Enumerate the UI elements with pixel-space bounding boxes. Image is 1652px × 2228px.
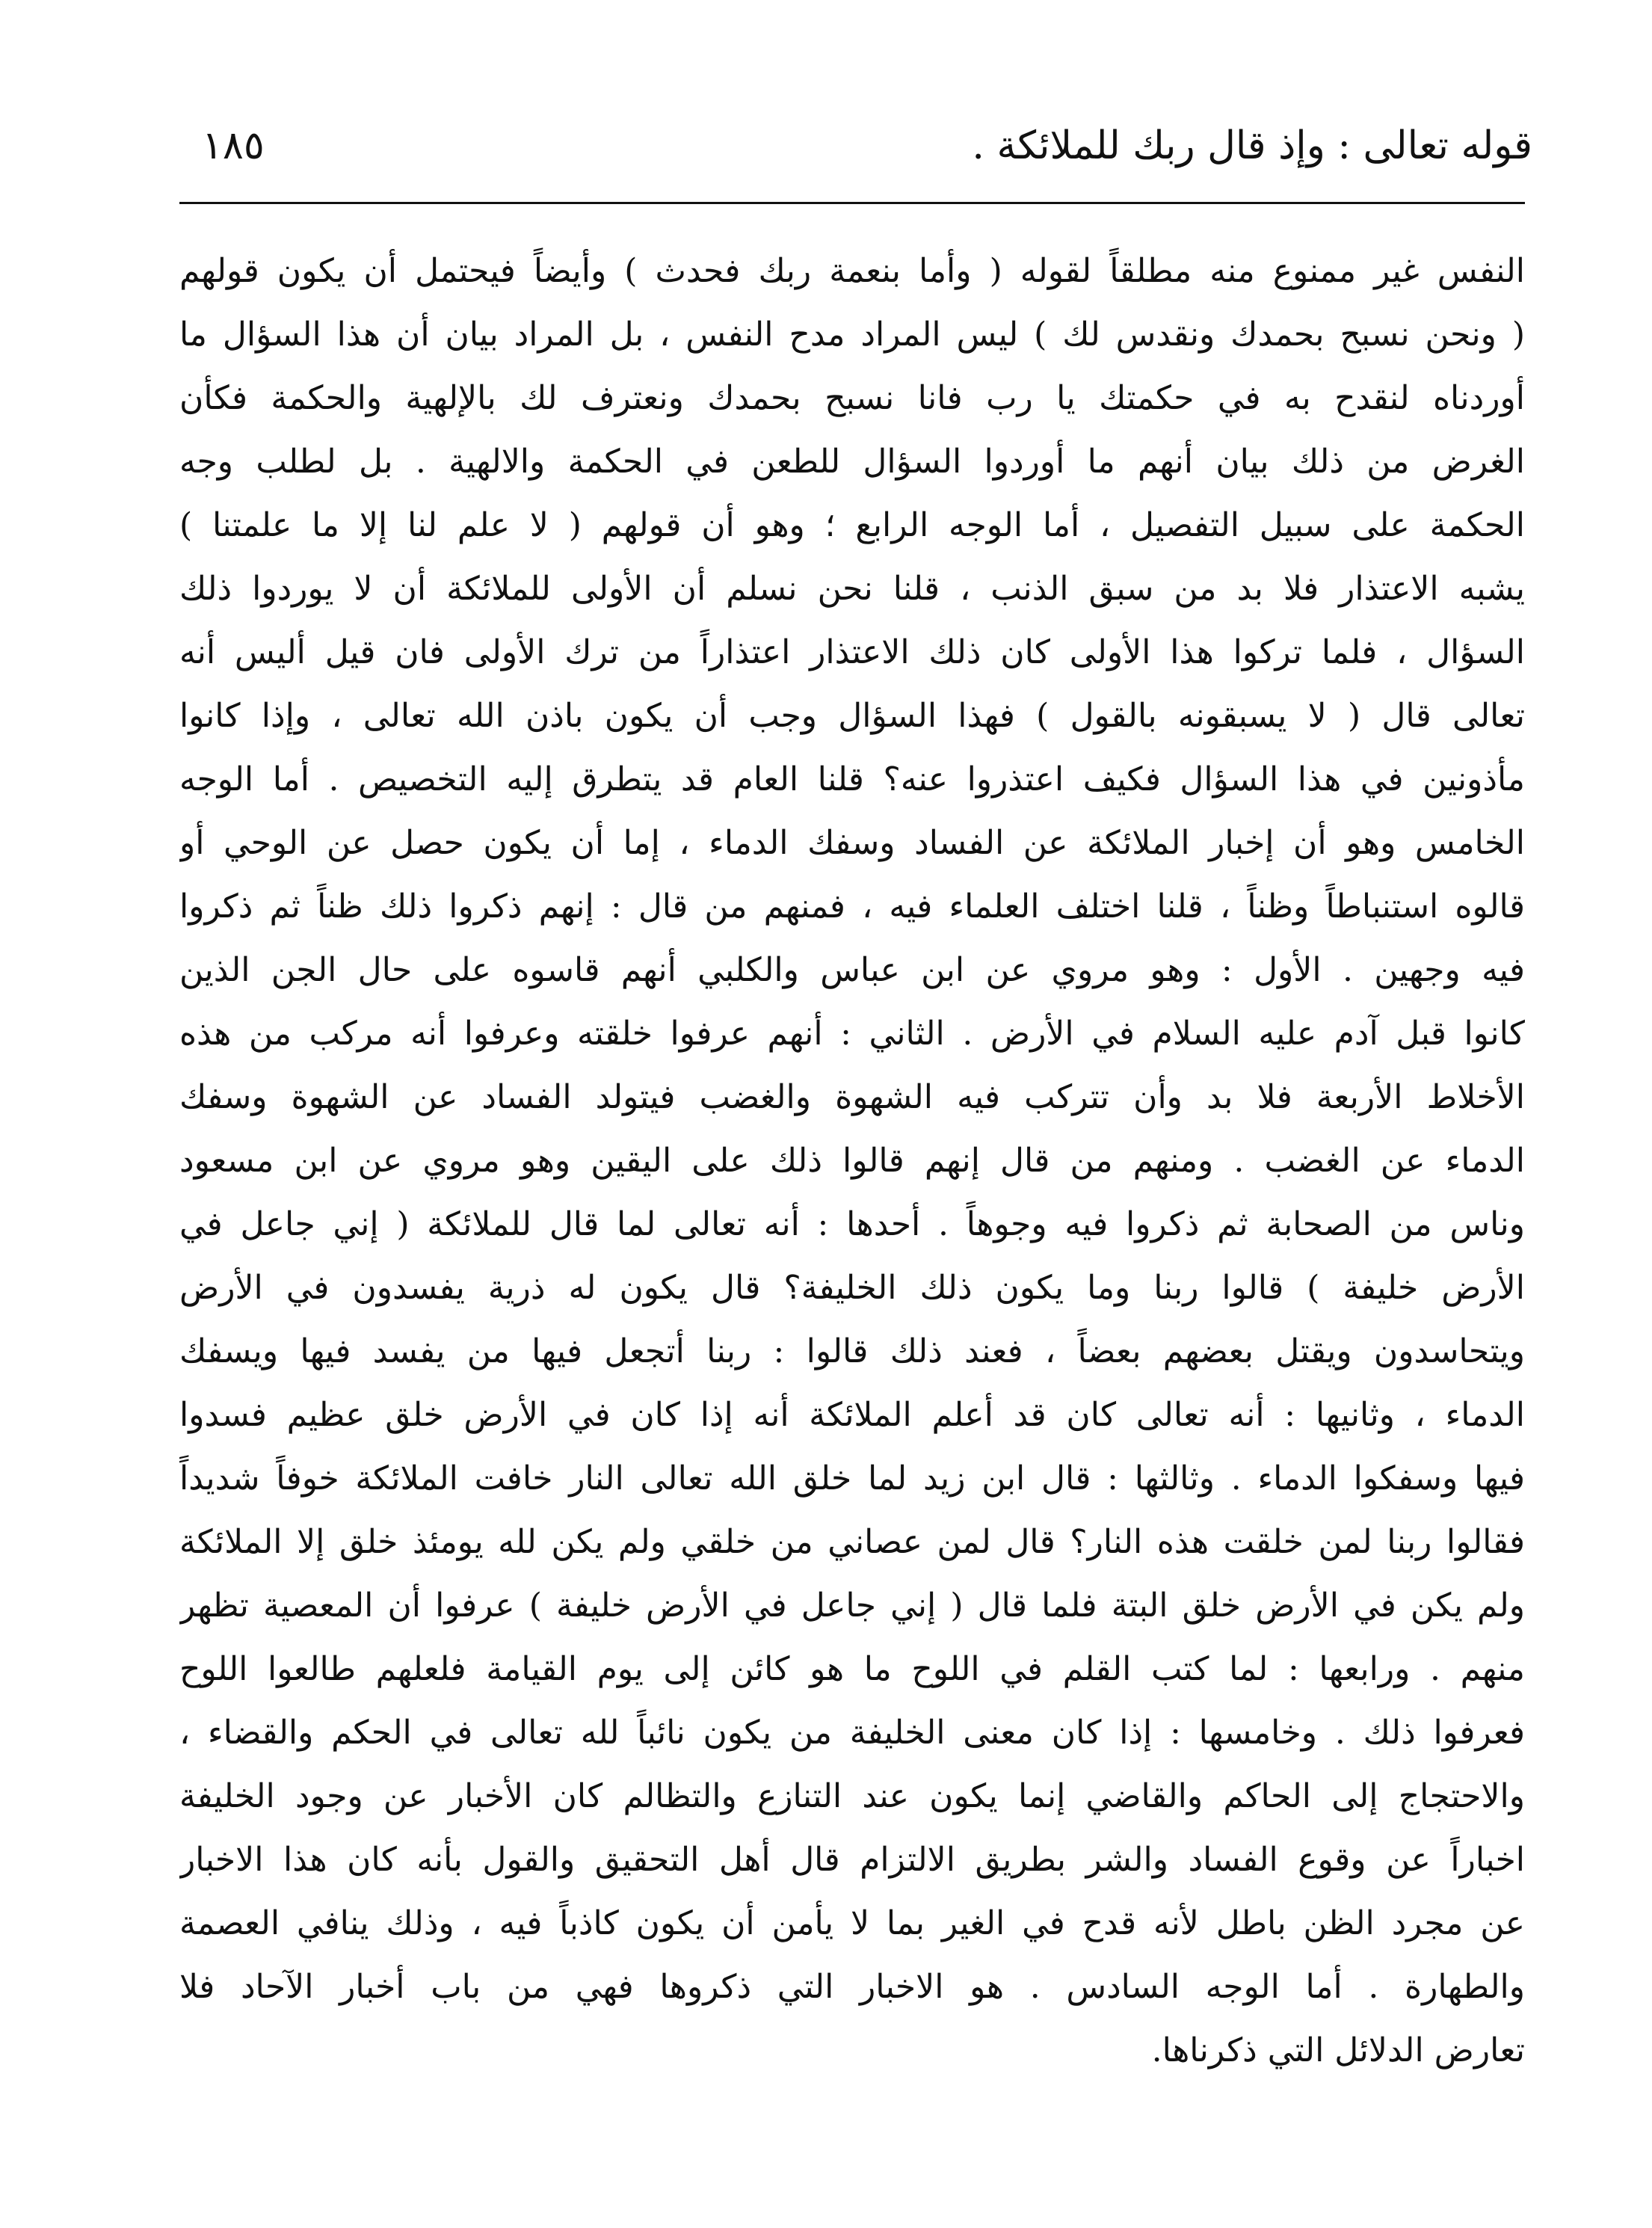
text-line: ( ونحن نسبح بحمدك ونقدس لك ) ليس المراد مدح النفس ، بل المراد بيان أن هذا السؤال ما xyxy=(179,316,1525,354)
text-line: قالوه استنباطاً وظناً ، قلنا اختلف العلماء فيه ، فمنهم من قال : إنهم ذكروا ذلك ظناً ثم ذكروا xyxy=(179,887,1525,926)
page-number: ١٨٥ xyxy=(202,123,265,168)
text-line: فقالوا ربنا لمن خلقت هذه النار؟ قال لمن عصاني من خلقي ولم يكن لله يومئذ خلق إلا الملائكة xyxy=(179,1523,1525,1561)
text-line: فيها وسفكوا الدماء . وثالثها : قال ابن زيد لما خلق الله تعالى النار خافت الملائكة خوفاً شديداً xyxy=(179,1459,1525,1498)
text-line: النفس غير ممنوع منه مطلقاً لقوله ( وأما بنعمة ربك فحدث ) وأيضاً فيحتمل أن يكون قولهم xyxy=(179,252,1525,290)
text-line: تعالى قال ( لا يسبقونه بالقول ) فهذا السؤال وجب أن يكون باذن الله تعالى ، وإذا كانوا xyxy=(179,697,1525,735)
text-line: ويتحاسدون ويقتل بعضهم بعضاً ، فعند ذلك قالوا : ربنا أتجعل فيها من يفسد فيها ويسفك xyxy=(179,1332,1525,1370)
text-line: فعرفوا ذلك . وخامسها : إذا كان معنى الخليفة من يكون نائباً لله تعالى في الحكم والقضاء ، xyxy=(179,1714,1525,1752)
body-text xyxy=(179,239,1525,2153)
text-line: يشبه الاعتذار فلا بد من سبق الذنب ، قلنا نحن نسلم أن الأولى للملائكة أن لا يوردوا ذلك xyxy=(179,570,1525,608)
text-line: الدماء ، وثانيها : أنه تعالى كان قد أعلم الملائكة أنه إذا كان في الأرض خلق عظيم فسدوا xyxy=(179,1396,1525,1434)
text-line: الأرض خليفة ) قالوا ربنا وما يكون ذلك الخليفة؟ قال يكون له ذرية يفسدون في الأرض xyxy=(179,1269,1525,1307)
text-line: عن مجرد الظن باطل لأنه قدح في الغير بما لا يأمن أن يكون كاذباً فيه ، وذلك ينافي العصمة xyxy=(179,1904,1525,1942)
text-line: مأذونين في هذا السؤال فكيف اعتذروا عنه؟ قلنا العام قد يتطرق إليه التخصيص . أما الوجه xyxy=(179,760,1525,798)
text-line-last: تعارض الدلائل التي ذكرناها. xyxy=(1151,2031,1525,2069)
text-line: الحكمة على سبيل التفصيل ، أما الوجه الرابع ؛ وهو أن قولهم ( لا علم لنا إلا ما علمتنا ) xyxy=(179,506,1525,544)
text-line: اخباراً عن وقوع الفساد والشر بطريق الالتزام قال أهل التحقيق والقول بأنه كان هذا الاخبار xyxy=(179,1841,1525,1879)
text-line: الغرض من ذلك بيان أنهم ما أوردوا السؤال للطعن في الحكمة والالهية . بل لطلب وجه xyxy=(179,443,1525,481)
text-line: السؤال ، فلما تركوا هذا الأولى كان ذلك الاعتذار اعتذاراً من ترك الأولى فان قيل أليس أنه xyxy=(179,633,1525,671)
text-line: كانوا قبل آدم عليه السلام في الأرض . الثاني : أنهم عرفوا خلقته وعرفوا أنه مركب من هذه xyxy=(179,1015,1525,1053)
text-line: والاحتجاج إلى الحاكم والقاضي إنما يكون عند التنازع والتظالم كان الأخبار عن وجود الخليفة xyxy=(179,1777,1525,1815)
text-line: والطهارة . أما الوجه السادس . هو الاخبار التي ذكروها فهي من باب أخبار الآحاد فلا xyxy=(179,1968,1525,2006)
text-line: أوردناه لنقدح به في حكمتك يا رب فانا نسبح بحمدك ونعترف لك بالإلهية والحكمة فكأن xyxy=(179,379,1525,417)
text-line: الدماء عن الغضب . ومنهم من قال إنهم قالوا ذلك على اليقين وهو مروي عن ابن مسعود xyxy=(179,1142,1525,1180)
text-line: ولم يكن في الأرض خلق البتة فلما قال ( إني جاعل في الأرض خليفة ) عرفوا أن المعصية تظهر xyxy=(179,1587,1525,1625)
page-header xyxy=(202,112,1532,179)
running-title: قوله تعالى : وإذ قال ربك للملائكة . xyxy=(972,123,1532,168)
text-line: فيه وجهين . الأول : وهو مروي عن ابن عباس والكلبي أنهم قاسوه على حال الجن الذين xyxy=(179,951,1525,989)
text-line: الأخلاط الأربعة فلا بد وأن تتركب فيه الشهوة والغضب فيتولد الفساد عن الشهوة وسفك xyxy=(179,1078,1525,1116)
text-line: وناس من الصحابة ثم ذكروا فيه وجوهاً . أحدها : أنه تعالى لما قال للملائكة ( إني جاعل في xyxy=(179,1205,1525,1243)
text-line: الخامس وهو أن إخبار الملائكة عن الفساد وسفك الدماء ، إما أن يكون حصل عن الوحي أو xyxy=(179,824,1525,862)
header-rule xyxy=(179,202,1525,204)
text-line: منهم . ورابعها : لما كتب القلم في اللوح ما هو كائن إلى يوم القيامة فلعلهم طالعوا اللوح xyxy=(179,1650,1525,1688)
